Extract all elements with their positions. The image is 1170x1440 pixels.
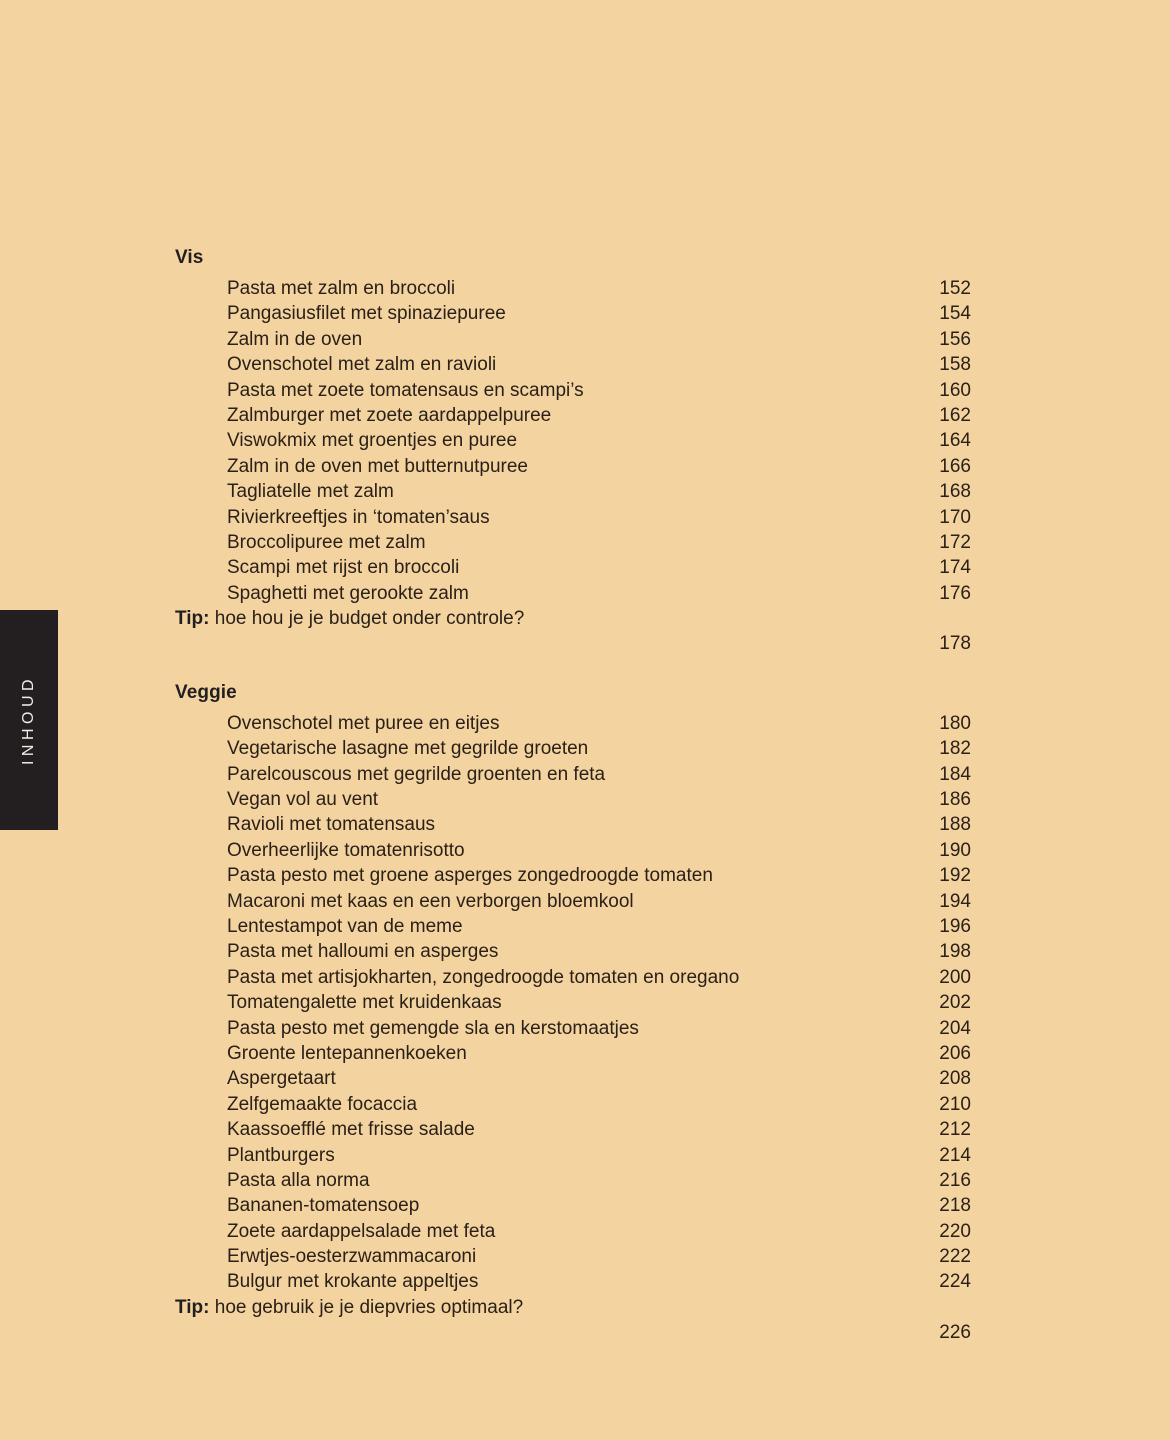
toc-tip-page-row [175, 631, 971, 656]
toc-entry[interactable] [175, 711, 971, 736]
toc-entry-title: Zalmburger met zoete aardappelpuree [227, 404, 552, 426]
toc-entry-page-number: 160 [939, 379, 971, 401]
toc-entry-page-number: 180 [939, 712, 971, 734]
toc-entry[interactable] [175, 530, 971, 555]
toc-entry-title: Ovenschotel met zalm en ravioli [227, 354, 497, 376]
toc-entry-title: Pasta met halloumi en asperges [227, 941, 499, 963]
toc-entry[interactable] [175, 378, 971, 403]
toc-entry-page-number: 174 [939, 557, 971, 579]
toc-entry-page-number: 208 [939, 1068, 971, 1090]
toc-entry[interactable] [175, 1066, 971, 1091]
toc-entry-page-number: 152 [939, 278, 971, 299]
toc-entry-page-number: 204 [939, 1017, 971, 1039]
toc-entry-title: Lentestampot van de meme [227, 915, 463, 937]
toc-entry-title: Tagliatelle met zalm [227, 481, 394, 503]
toc-entry-title: Plantburgers [227, 1144, 335, 1166]
toc-entry-title: Pasta met zalm en broccoli [227, 278, 456, 299]
toc-entry-title: Zalm in de oven [227, 328, 363, 350]
toc-entry[interactable] [175, 403, 971, 428]
toc-entry-title: Zelfgemaakte focaccia [227, 1093, 418, 1115]
toc-entry-page-number: 200 [939, 966, 971, 988]
toc-entry[interactable] [175, 454, 971, 479]
toc-entry[interactable] [175, 990, 971, 1015]
toc-entry-page-number: 172 [939, 531, 971, 553]
toc-entry-page-number: 158 [939, 354, 971, 376]
toc-entry-title: Kaassoefflé met frisse salade [227, 1119, 475, 1141]
toc-entry-title: Scampi met rijst en broccoli [227, 557, 460, 579]
toc-entry[interactable] [175, 863, 971, 888]
toc-entry-page-number: 224 [939, 1271, 971, 1293]
toc-entry-page-number: 176 [939, 582, 971, 604]
toc-entry[interactable] [175, 1117, 971, 1142]
toc-entry-title: Macaroni met kaas en een verborgen bloemkool [227, 890, 634, 912]
toc-entry[interactable] [175, 1143, 971, 1168]
toc-entry-page-number: 190 [939, 839, 971, 861]
toc-entry[interactable] [175, 1219, 971, 1244]
toc-entry[interactable] [175, 1193, 971, 1218]
toc-section [175, 248, 971, 657]
toc-entry-title: Broccolipuree met zalm [227, 531, 426, 553]
inhoud-side-tab-label: INHOUD [20, 674, 37, 766]
toc-entry-title: Tomatengalette met kruidenkaas [227, 992, 502, 1014]
toc-tip-row[interactable] [175, 1295, 971, 1320]
toc-entry-page-number: 210 [939, 1093, 971, 1115]
toc-entry[interactable] [175, 327, 971, 352]
toc-entry[interactable] [175, 1269, 971, 1294]
toc-entry[interactable] [175, 914, 971, 939]
toc-entry[interactable] [175, 555, 971, 580]
toc-entry[interactable] [175, 1092, 971, 1117]
toc-entry-title: Ravioli met tomatensaus [227, 814, 436, 836]
toc-entry-list [175, 276, 971, 606]
toc-tip-text: hoe gebruik je je diepvries optimaal? [209, 1296, 524, 1318]
toc-entry-page-number: 196 [939, 915, 971, 937]
toc-entry-list [175, 711, 971, 1295]
toc-entry-page-number: 198 [939, 941, 971, 963]
toc-entry-title: Pasta met zoete tomatensaus en scampi’s [227, 379, 584, 401]
toc-entry[interactable] [175, 812, 971, 837]
toc-entry-title: Bulgur met krokante appeltjes [227, 1271, 479, 1293]
toc-entry-page-number: 168 [939, 481, 971, 503]
toc-entry-page-number: 220 [939, 1220, 971, 1242]
toc-entry[interactable] [175, 352, 971, 377]
toc-entry-title: Bananen-tomatensoep [227, 1195, 420, 1217]
toc-entry-title: Pasta met artisjokharten, zongedroogde tomaten en oregano [227, 966, 740, 988]
toc-entry-title: Pasta pesto met gemengde sla en kerstomaatjes [227, 1017, 639, 1039]
toc-entry-title: Pasta pesto met groene asperges zongedroogde tomaten [227, 865, 713, 887]
toc-entry-page-number: 170 [939, 506, 971, 528]
toc-entry-title: Overheerlijke tomatenrisotto [227, 839, 465, 861]
toc-entry[interactable] [175, 787, 971, 812]
toc-entry-page-number: 188 [939, 814, 971, 836]
toc-entry-page-number: 206 [939, 1042, 971, 1064]
toc-entry[interactable] [175, 505, 971, 530]
toc-entry-title: Viswokmix met groentjes en puree [227, 430, 518, 452]
toc-entry-page-number: 166 [939, 455, 971, 477]
inhoud-side-tab [0, 610, 58, 830]
toc-entry-page-number: 156 [939, 328, 971, 350]
toc-entry[interactable] [175, 965, 971, 990]
toc-entry[interactable] [175, 762, 971, 787]
toc-tip-page-number: 226 [939, 1322, 971, 1344]
toc-tip-text: hoe hou je je budget onder controle? [209, 608, 525, 630]
toc-entry-title: Zalm in de oven met butternutpuree [227, 455, 529, 477]
section-heading: Veggie [175, 681, 237, 703]
toc-entry-page-number: 216 [939, 1169, 971, 1191]
toc-entry[interactable] [175, 1041, 971, 1066]
toc-entry[interactable] [175, 1168, 971, 1193]
toc-entry-title: Spaghetti met gerookte zalm [227, 582, 469, 604]
toc-tip-page-number: 178 [939, 633, 971, 655]
toc-entry[interactable] [175, 581, 971, 606]
toc-tip-page-row [175, 1320, 971, 1345]
toc-entry-title: Zoete aardappelsalade met feta [227, 1220, 496, 1242]
toc-entry[interactable] [175, 1244, 971, 1269]
toc-entry[interactable] [175, 428, 971, 453]
toc-entry[interactable] [175, 479, 971, 504]
toc-entry-page-number: 192 [939, 865, 971, 887]
toc-entry[interactable] [175, 889, 971, 914]
toc-entry-title: Pangasiusfilet met spinaziepuree [227, 303, 506, 325]
toc-entry-title: Erwtjes-oesterzwammacaroni [227, 1246, 477, 1268]
toc-entry-page-number: 182 [939, 738, 971, 760]
toc-section [175, 683, 971, 1346]
table-of-contents [175, 248, 971, 1346]
toc-entry-title: Pasta alla norma [227, 1169, 370, 1191]
toc-entry-page-number: 154 [939, 303, 971, 325]
toc-entry-title: Groente lentepannenkoeken [227, 1042, 467, 1064]
toc-entry[interactable] [175, 736, 971, 761]
toc-entry[interactable] [175, 838, 971, 863]
toc-entry-page-number: 214 [939, 1144, 971, 1166]
toc-entry-page-number: 162 [939, 404, 971, 426]
toc-entry[interactable] [175, 301, 971, 326]
toc-entry-page-number: 186 [939, 789, 971, 811]
toc-entry-page-number: 184 [939, 763, 971, 785]
toc-tip-label: Tip: [175, 1296, 210, 1318]
toc-entry[interactable] [175, 1016, 971, 1041]
toc-tip-row[interactable] [175, 606, 971, 631]
toc-entry-title: Rivierkreeftjes in ‘tomaten’saus [227, 506, 490, 528]
toc-tip-label: Tip: [175, 608, 210, 630]
toc-entry-title: Vegetarische lasagne met gegrilde groeten [227, 738, 589, 760]
toc-entry-title: Parelcouscous met gegrilde groenten en feta [227, 763, 606, 785]
toc-entry-page-number: 212 [939, 1119, 971, 1141]
toc-entry[interactable] [175, 939, 971, 964]
toc-entry-title: Vegan vol au vent [227, 789, 379, 811]
section-heading: Vis [175, 247, 204, 268]
toc-entry-title: Aspergetaart [227, 1068, 336, 1090]
toc-entry-title: Ovenschotel met puree en eitjes [227, 712, 500, 734]
toc-entry-page-number: 222 [939, 1246, 971, 1268]
toc-entry-page-number: 194 [939, 890, 971, 912]
toc-entry[interactable] [175, 276, 971, 301]
toc-entry-page-number: 202 [939, 992, 971, 1014]
toc-entry-page-number: 164 [939, 430, 971, 452]
toc-entry-page-number: 218 [939, 1195, 971, 1217]
